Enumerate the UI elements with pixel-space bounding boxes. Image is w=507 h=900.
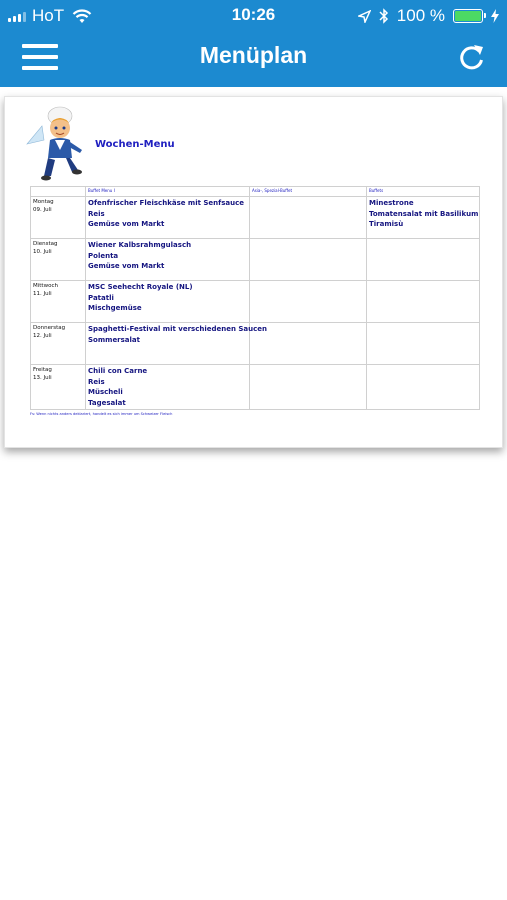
dish-item: Minestrone <box>369 199 414 207</box>
table-row <box>31 239 480 281</box>
bluetooth-icon <box>379 8 389 24</box>
dish-item: Gemüse vom Markt <box>88 220 165 228</box>
day-name: Montag <box>33 199 54 205</box>
day-date: 13. Juli <box>33 375 52 381</box>
table-row <box>31 365 480 410</box>
dish-item: Gemüse vom Markt <box>88 262 165 270</box>
dish-cell <box>250 365 367 410</box>
dish-cell <box>250 281 367 323</box>
day-name: Mittwoch <box>33 283 58 289</box>
location-arrow-icon <box>358 10 371 23</box>
dish-cell <box>367 281 480 323</box>
status-right <box>358 6 499 26</box>
header-asia-buffet: Asia-, Spezial-Buffet <box>250 187 367 197</box>
dish-item: Ofenfrischer Fleischkäse mit Senfsauce <box>88 199 244 207</box>
status-time: 10:26 <box>231 5 276 24</box>
day-cell <box>31 281 86 323</box>
dish-cell <box>250 197 367 239</box>
charging-bolt-icon <box>491 9 499 23</box>
day-cell <box>31 323 86 365</box>
carrier-label: HoT <box>32 6 65 25</box>
day-date: 11. Juli <box>33 291 52 297</box>
dish-cell <box>86 197 250 239</box>
dish-cell <box>86 239 250 281</box>
dish-item: Mischgemüse <box>88 304 142 312</box>
day-date: 10. Juli <box>33 249 52 255</box>
dish-item: MSC Seehecht Royale (NL) <box>88 283 193 291</box>
dish-cell <box>367 323 480 365</box>
app-header <box>0 0 507 87</box>
dish-cell <box>367 197 480 239</box>
dish-cell <box>250 323 367 365</box>
nav-bar <box>0 30 507 87</box>
dish-item: Tagesalat <box>88 398 126 407</box>
day-date: 12. Juli <box>33 333 52 339</box>
dish-item: Reis <box>88 377 105 386</box>
dish-item: Tomatensalat mit Basilikum <box>369 209 479 218</box>
dish-cell <box>86 323 268 365</box>
day-cell <box>31 239 86 281</box>
dish-item: Reis <box>88 209 105 218</box>
dish-item: Wiener Kalbsrahmgulasch <box>88 241 192 249</box>
document-title: Wochen-Menu <box>95 139 175 150</box>
dish-cell <box>86 365 250 410</box>
table-row <box>31 281 480 323</box>
day-cell <box>31 365 86 410</box>
header-day <box>31 187 86 197</box>
dish-item: Patatli <box>88 293 114 302</box>
table-header-row <box>31 187 480 197</box>
dish-cell <box>367 365 480 410</box>
dish-cell <box>86 281 250 323</box>
day-cell <box>31 197 86 239</box>
header-buffet-menu: Buffet Menu I <box>86 187 250 197</box>
battery-icon <box>453 9 483 23</box>
dish-item: Polenta <box>88 251 119 260</box>
refresh-icon[interactable] <box>457 42 487 72</box>
dish-item: Spaghetti-Festival mit verschiedenen Saucen <box>88 325 268 333</box>
day-date: 09. Juli <box>33 207 52 213</box>
weekly-menu-table <box>30 186 480 410</box>
dish-item: Chili con Carne <box>88 367 148 375</box>
table-row <box>31 197 480 239</box>
day-name: Donnerstag <box>33 325 66 331</box>
table-row <box>31 323 480 365</box>
dish-item: Müscheli <box>88 388 123 396</box>
day-name: Dienstag <box>33 241 58 247</box>
battery-percent: 100 % <box>396 6 445 25</box>
header-buffets: Buffets <box>367 187 480 197</box>
status-bar <box>0 0 507 30</box>
dish-item: Tiramisù <box>369 220 404 228</box>
day-name: Freitag <box>33 367 52 373</box>
chef-mascot-image <box>22 104 92 184</box>
page-title: Menüplan <box>199 42 308 68</box>
document-footnote: Fs: Wenn nichts anders deklariert, handelt es sich immer um Schweizer Fleisch <box>30 412 173 416</box>
dish-cell <box>250 239 367 281</box>
dish-item: Sommersalat <box>88 335 140 344</box>
dish-cell <box>367 239 480 281</box>
